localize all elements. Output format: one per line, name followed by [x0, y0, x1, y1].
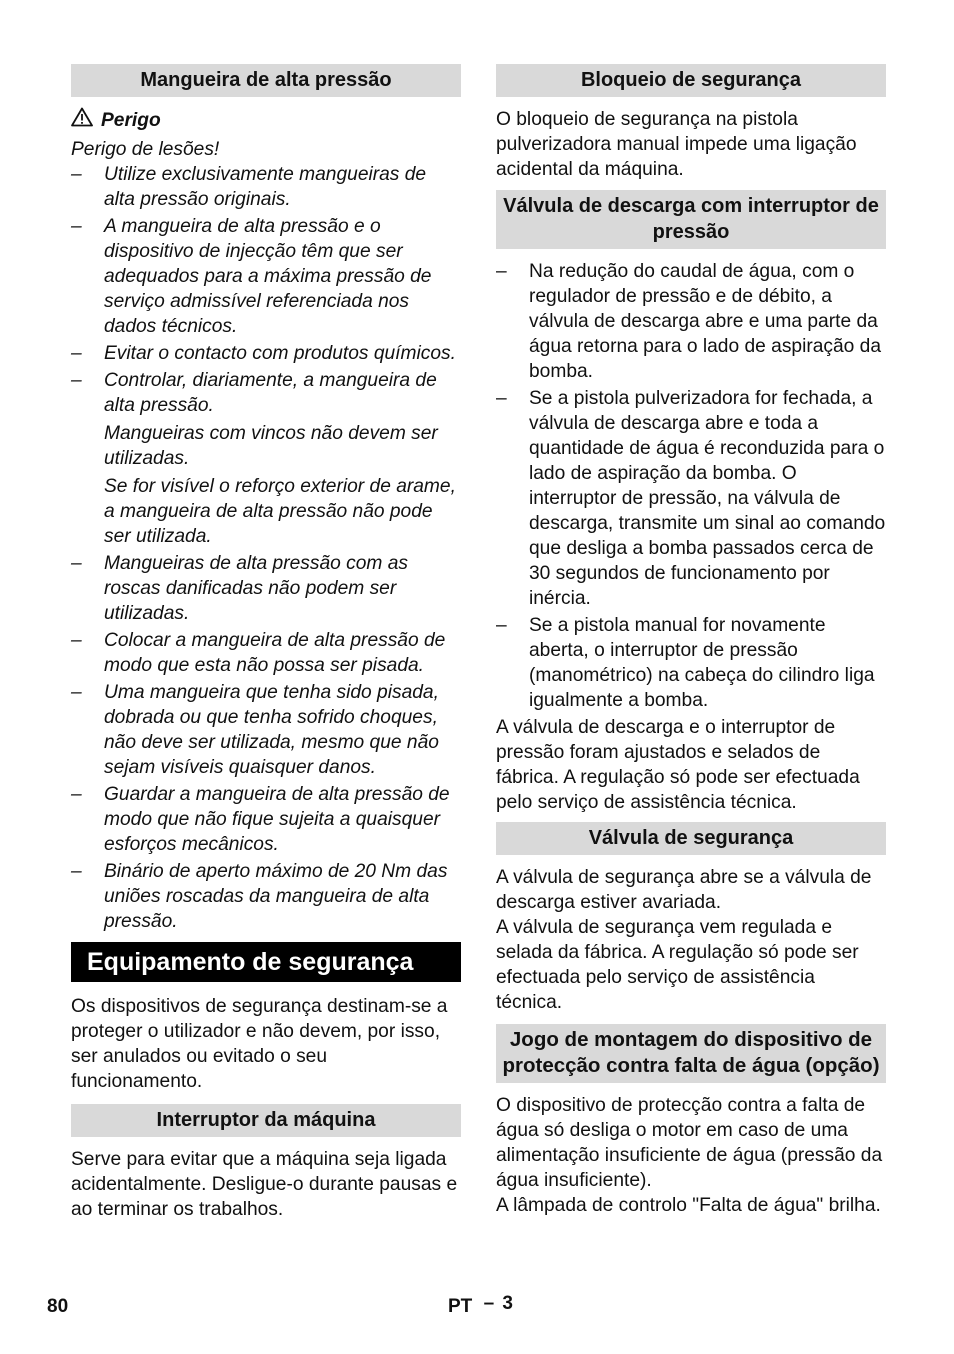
kit-text-2: A lâmpada de controlo "Falta de água" brilha. [496, 1195, 881, 1216]
lock-text: O bloqueio de segurança na pistola pulverizadora manual impede uma ligação acidental da máquina. [496, 109, 857, 180]
valve-heading: Válvula de descarga com interruptor de pressão [496, 190, 886, 249]
list-item: – Mangueiras de alta pressão com as roscas danificadas não podem ser utilizadas. [71, 551, 461, 626]
danger-label: Perigo [101, 110, 161, 131]
section-title: Equipamento de segurança [71, 942, 461, 982]
list-item: – Na redução do caudal de água, com o regulador de pressão e de débito, a válvula de descarga abre e uma parte da água retorna para o lado de aspiração da bomba. [496, 259, 886, 384]
list-item: – Uma mangueira que tenha sido pisada, dobrada ou que tenha sofrido choques, não deve ser utilizada, mesmo que não sejam visíveis quaisquer danos. [71, 680, 461, 780]
footer-sep: – [483, 1293, 495, 1314]
kit-text-1: O dispositivo de protecção contra a falta de água só desliga o motor em caso de uma alimentação insuficiente de água (pressão da água insuficiente). [496, 1095, 883, 1191]
footer-lang [448, 1293, 513, 1318]
list-item: – Guardar a mangueira de alta pressão de modo que não fique sujeita a quaisquer esforços mecânicos. [71, 782, 461, 857]
danger-subtitle: Perigo de lesões! [71, 139, 220, 160]
section-intro: Os dispositivos de segurança destinam-se a proteger o utilizador e não devem, por isso, ser anulados ou evitado o seu funcionamento. [71, 996, 448, 1092]
hose-heading: Mangueira de alta pressão [71, 64, 461, 97]
lock-heading: Bloqueio de segurança [496, 64, 886, 97]
list-item-subnote: Se for visível o reforço exterior de arame, a mangueira de alta pressão não pode ser utilizada. [104, 476, 456, 547]
footer-lang-code: PT [448, 1296, 473, 1317]
list-item: – A mangueira de alta pressão e o dispositivo de injecção têm que ser adequados para a máxima pressão de serviço admissível referenciada nos dados técnicos. [71, 214, 461, 339]
safety-valve-heading: Válvula de segurança [496, 822, 886, 855]
right-column [496, 64, 886, 1218]
footer-sub-page: 3 [502, 1293, 513, 1314]
danger-warning [71, 107, 461, 134]
safety-valve-text-1: A válvula de segurança abre se a válvula de descarga estiver avariada. [496, 867, 872, 913]
warning-triangle-icon [71, 107, 93, 134]
valve-text: A válvula de descarga e o interruptor de pressão foram ajustados e selados de fábrica. A regulação só pode ser efectuada pelo serviço de assistência técnica. [496, 717, 860, 813]
switch-heading: Interruptor da máquina [71, 1104, 461, 1137]
list-item: – Se a pistola pulverizadora for fechada, a válvula de descarga abre e toda a quantidade de água é reconduzida para o lado de aspiração da bomba. O interruptor de pressão, na válvula de descarga, transmite um sinal ao comando que desliga a bomba passados cerca de 30 segundos de funcionamento por inércia. [496, 386, 886, 611]
list-item: – Binário de aperto máximo de 20 Nm das uniões roscadas da mangueira de alta pressão. [71, 859, 461, 934]
valve-list [496, 259, 886, 713]
kit-heading: Jogo de montagem do dispositivo de protecção contra falta de água (opção) [496, 1024, 886, 1083]
list-item [71, 368, 461, 549]
safety-valve-text-2: A válvula de segurança vem regulada e selada da fábrica. A regulação só pode ser efectuada pelo serviço de assistência técnica. [496, 917, 859, 1013]
switch-text: Serve para evitar que a máquina seja ligada acidentalmente. Desligue-o durante pausas e ao terminar os trabalhos. [71, 1149, 458, 1220]
left-column [71, 64, 461, 1222]
list-item-text: – Controlar, diariamente, a mangueira de alta pressão. [104, 370, 437, 416]
hose-list [71, 162, 461, 934]
list-item-subnote: Mangueiras com vincos não devem ser utilizadas. [104, 423, 438, 469]
list-item: – Utilize exclusivamente mangueiras de alta pressão originais. [71, 162, 461, 212]
page-number: 80 [47, 1296, 69, 1317]
list-item: – Se a pistola manual for novamente aberta, o interruptor de pressão (manométrico) na cabeça do cilindro liga igualmente a bomba. [496, 613, 886, 713]
list-item: – Evitar o contacto com produtos químicos. [71, 341, 461, 366]
list-item: – Colocar a mangueira de alta pressão de modo que esta não possa ser pisada. [71, 628, 461, 678]
